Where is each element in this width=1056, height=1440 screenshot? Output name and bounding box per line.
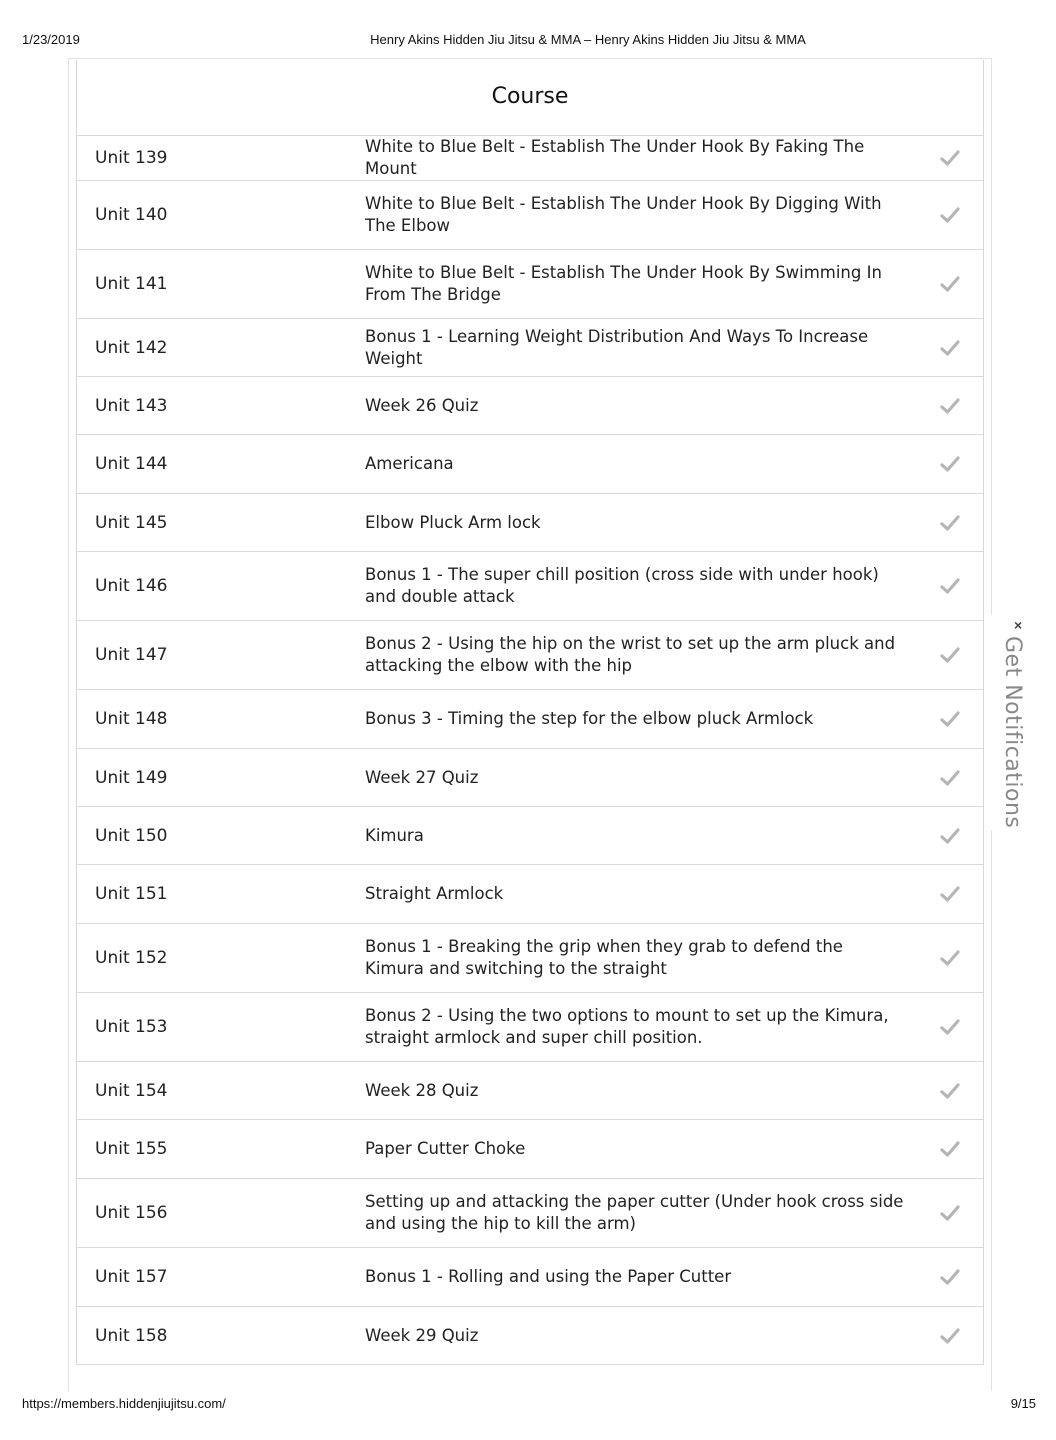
unit-title[interactable]: Bonus 2 - Using the hip on the wrist to set up the arm pluck and attacking the elbow with the hip bbox=[365, 634, 896, 675]
check-icon bbox=[939, 512, 961, 534]
unit-row[interactable] bbox=[77, 690, 983, 749]
unit-list bbox=[76, 136, 984, 1365]
course-title: Course bbox=[491, 84, 569, 109]
unit-label: Unit 150 bbox=[95, 825, 168, 846]
unit-title[interactable]: Week 29 Quiz bbox=[365, 1325, 479, 1345]
check-icon bbox=[939, 1325, 961, 1347]
unit-title[interactable]: White to Blue Belt - Establish The Under Hook By Digging With The Elbow bbox=[365, 194, 882, 235]
check-icon bbox=[939, 575, 961, 597]
unit-row[interactable] bbox=[77, 1120, 983, 1179]
unit-title[interactable]: White to Blue Belt - Establish The Under Hook By Faking The Mount bbox=[365, 137, 865, 178]
unit-row[interactable] bbox=[77, 924, 983, 993]
unit-title[interactable]: Bonus 1 - Learning Weight Distribution And Ways To Increase Weight bbox=[365, 326, 869, 368]
unit-title[interactable]: White to Blue Belt - Establish The Under Hook By Swimming In From The Bridge bbox=[365, 263, 882, 304]
unit-title[interactable]: Bonus 1 - Breaking the grip when they grab to defend the Kimura and switching to the straight bbox=[365, 937, 843, 978]
check-icon bbox=[939, 947, 961, 969]
unit-row[interactable] bbox=[77, 1248, 983, 1307]
print-title: Henry Akins Hidden Jiu Jitsu & MMA – Henry Akins Hidden Jiu Jitsu & MMA bbox=[370, 32, 806, 47]
unit-title[interactable]: Week 28 Quiz bbox=[365, 1080, 479, 1100]
unit-label: Unit 146 bbox=[95, 576, 168, 596]
print-header bbox=[0, 30, 1056, 52]
check-icon bbox=[939, 1080, 961, 1102]
check-icon bbox=[939, 453, 961, 475]
unit-label: Unit 155 bbox=[95, 1139, 168, 1159]
check-icon bbox=[939, 825, 961, 847]
unit-label: Unit 153 bbox=[95, 1017, 168, 1037]
unit-row[interactable] bbox=[77, 807, 983, 865]
unit-title[interactable]: Setting up and attacking the paper cutter (Under hook cross side and using the hip to kill the arm) bbox=[365, 1192, 904, 1233]
unit-title[interactable]: Bonus 1 - The super chill position (cross side with under hook) and double attack bbox=[365, 565, 879, 606]
unit-title[interactable]: Bonus 2 - Using the two options to mount to set up the Kimura, straight armlock and super chill position. bbox=[365, 1006, 889, 1047]
unit-label: Unit 157 bbox=[95, 1267, 168, 1287]
check-icon bbox=[939, 395, 961, 417]
unit-row[interactable] bbox=[77, 1179, 983, 1248]
unit-label: Unit 142 bbox=[95, 337, 168, 358]
print-page-number: 9/15 bbox=[1010, 1396, 1036, 1411]
unit-label: Unit 158 bbox=[95, 1325, 168, 1346]
unit-label: Unit 145 bbox=[95, 512, 168, 533]
check-icon bbox=[939, 708, 961, 730]
check-icon bbox=[939, 883, 961, 905]
print-date: 1/23/2019 bbox=[22, 32, 80, 47]
check-icon bbox=[939, 204, 961, 226]
unit-label: Unit 148 bbox=[95, 709, 168, 729]
unit-title[interactable]: Bonus 1 - Rolling and using the Paper Cutter bbox=[365, 1267, 732, 1286]
unit-title[interactable]: Kimura bbox=[365, 825, 424, 845]
unit-row[interactable] bbox=[77, 865, 983, 924]
unit-title[interactable]: Paper Cutter Choke bbox=[365, 1139, 526, 1158]
unit-title[interactable]: Straight Armlock bbox=[365, 884, 504, 903]
unit-row[interactable] bbox=[77, 181, 983, 250]
close-icon[interactable]: × bbox=[1014, 617, 1023, 633]
unit-label: Unit 151 bbox=[95, 884, 168, 904]
unit-row[interactable] bbox=[77, 435, 983, 494]
get-notifications-label[interactable]: Get Notifications bbox=[1000, 636, 1025, 829]
check-icon bbox=[939, 147, 961, 169]
print-url: https://members.hiddenjiujitsu.com/ bbox=[22, 1396, 226, 1411]
unit-title[interactable]: Week 27 Quiz bbox=[365, 767, 479, 787]
unit-label: Unit 152 bbox=[95, 948, 168, 968]
unit-title[interactable]: Bonus 3 - Timing the step for the elbow pluck Armlock bbox=[365, 709, 814, 728]
unit-title[interactable]: Elbow Pluck Arm lock bbox=[365, 512, 541, 532]
unit-title[interactable]: Americana bbox=[365, 454, 454, 473]
unit-label: Unit 140 bbox=[95, 205, 168, 225]
unit-row[interactable] bbox=[77, 250, 983, 319]
check-icon bbox=[939, 767, 961, 789]
unit-row[interactable] bbox=[77, 749, 983, 807]
unit-label: Unit 147 bbox=[95, 645, 168, 665]
unit-row[interactable] bbox=[77, 319, 983, 377]
check-icon bbox=[939, 644, 961, 666]
check-icon bbox=[939, 337, 961, 359]
unit-title[interactable]: Week 26 Quiz bbox=[365, 395, 479, 415]
unit-row[interactable] bbox=[77, 552, 983, 621]
unit-row[interactable] bbox=[77, 1307, 983, 1365]
unit-label: Unit 154 bbox=[95, 1080, 168, 1101]
check-icon bbox=[939, 1016, 961, 1038]
unit-row[interactable] bbox=[77, 494, 983, 552]
course-header bbox=[76, 60, 984, 136]
unit-label: Unit 156 bbox=[95, 1203, 168, 1223]
check-icon bbox=[939, 1138, 961, 1160]
unit-label: Unit 139 bbox=[95, 148, 168, 168]
unit-label: Unit 149 bbox=[95, 767, 168, 788]
unit-label: Unit 141 bbox=[95, 274, 168, 294]
check-icon bbox=[939, 1202, 961, 1224]
unit-label: Unit 144 bbox=[95, 454, 168, 474]
print-footer bbox=[0, 1396, 1056, 1416]
unit-row[interactable] bbox=[77, 621, 983, 690]
unit-label: Unit 143 bbox=[95, 395, 168, 416]
unit-row[interactable] bbox=[77, 993, 983, 1062]
unit-row[interactable] bbox=[77, 1062, 983, 1120]
check-icon bbox=[939, 273, 961, 295]
unit-row[interactable] bbox=[77, 377, 983, 435]
check-icon bbox=[939, 1266, 961, 1288]
unit-row[interactable] bbox=[77, 136, 983, 181]
